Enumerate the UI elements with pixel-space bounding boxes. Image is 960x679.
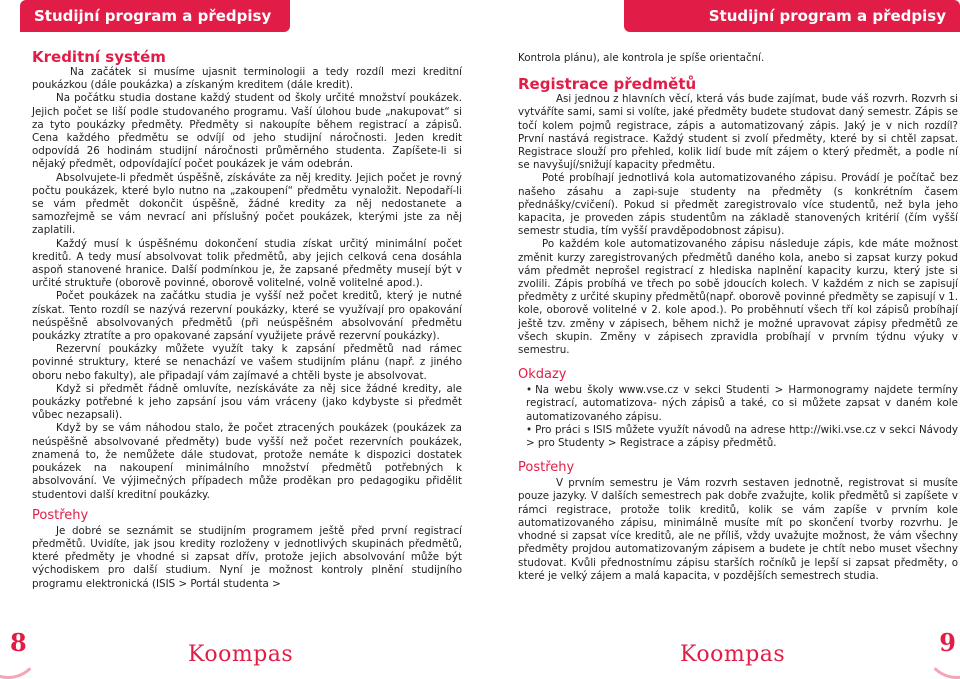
header-banner-right: Studijní program a předpisy — [624, 0, 960, 32]
paragraph: Po každém kole automatizovaného zápisu následuje zápis, kde máte možnost změnit kurzy zaregistrovaných předmětů daného kola, anebo si zapsat kurzy pokud vám předmět neprošel registrací z hlediska naplnění kapacity kurzu, který jste si zvolili. Zápis probíhá ve třech po sobě jdoucích kolech. V každém z nich se zapisují předměty z určité skupiny předmětů(např. oborově povinné předměty se zapisují v 1. kole, oborově volitelné v 2. kole apod.). Po proběhnutí všech tří kol zápisů probíhají ještě tzv. změny v zápisech, během nichž je možné upravovat zápisy předmětů ze všech skupin. Změny v zápisech zpravidla probíhají v prvním týdnu výuky v semestru. — [518, 238, 958, 357]
link-list — [518, 384, 958, 450]
paragraph: Asi jednou z hlavních věcí, která vás bude zajímat, bude váš rozvrh. Rozvrh si vytváříte sami, sami si volíte, jaké předměty budete studovat daný semestr. Zápis se točí kolem pojmů registrace, zápis a automatizovaný zápis. Jaký je v nich rozdíl? První nastává registrace. Každý student si zvolí předměty, které by si chtěl zapsat. Registrace slouží pro přehled, kolik lidí bude mít zájem o který předmět, a podle ní se navyšují/snižují kapacity předmětu. — [518, 93, 958, 172]
paragraph: Je dobré se seznámit se studijním programem ještě před první registrací předmětů. Uvidíte, jak jsou kredity rozloženy v jednotlivých skupinách předmětů, které předměty je vhodné si zapsat dřív, protože jejich absolvování může být východiskem pro další studium. Nyní je možnost kontroly plnění studijního programu elektronická (ISIS > Portál studenta > — [32, 524, 462, 590]
header-banner-left: Studijní program a předpisy — [20, 0, 290, 32]
page-number: 9 — [939, 628, 956, 657]
koompas-logo: Koompas — [680, 642, 786, 667]
section-title-registrace: Registrace předmětů — [518, 75, 697, 94]
right-content — [518, 52, 958, 583]
paragraph: Kontrola plánu), ale kontrola je spíše orientační. — [518, 52, 765, 64]
list-item: • Na webu školy www.vse.cz v sekci Studenti > Harmonogramy najdete termíny registrací, automatizova- ných zápisů a také, co si můžete zapsat v daném kole automatizovaného zápisu. — [526, 384, 958, 424]
paragraph: Poté probíhají jednotlivá kola automatizovaného zápisu. Provádí je počítač bez našeho zásahu a zapi-suje studenty na předměty (s konkrétním časem přednášky/cvičení). Pokud si předmět zaregistrovalo více studentů, než byla jeho kapacita, je proveden zápis studentům na základě stanovených kritérií (čím vyšší semestr studia, tím vyšší pravděpodobnost zápisu). — [518, 172, 958, 238]
paragraph: Rezervní poukázky můžete využít taky k zapsání předmětů nad rámec povinné struktury, které se nenachází ve vašem studijním plánu (např. z jiného oboru nebo fakulty), ale připadají vám zajímavé a chtěli byste je absolvovat. — [32, 343, 462, 382]
paragraph: Na počátku studia dostane každý student od školy určité množství poukázek. Jejich počet se liší podle studovaného programu. Vaší úlohou bude „nakupovat“ si za tyto poukázky předměty. Předměty si nakoupíte během registrací a zápisů. Cena každého předmětu se odvíjí od jeho studijní náročnosti. Jeden kredit odpovídá 26 hodinám studijní náročnosti průměrného studenta. Zapíšete-li si nějaký předmět, odpovídající počet poukázek je vám odebrán. — [32, 92, 462, 171]
paragraph: Když si předmět řádně omluvíte, nezískáváte za něj sice žádné kredity, ale poukázky potřebné k jeho zapsání jsou vám vráceny (jako kdybyste si předmět vůbec nezapsali). — [32, 382, 462, 422]
list-item: • Pro práci s ISIS můžete využít návodů na adrese http://wiki.vse.cz v sekci Návody > pro Studenty > Registrace a zápisy předmětů. — [526, 424, 958, 450]
koompas-logo: Koompas — [188, 642, 294, 667]
left-page — [10, 0, 480, 679]
paragraph: Na začátek si musíme ujasnit terminologii a tedy rozdíl mezi kreditní poukázkou (dále poukázka) a získaným kreditem (dále kredit). — [32, 66, 462, 92]
section-title-odkazy: Okdazy — [518, 367, 567, 383]
paragraph: V prvním semestru je Vám rozvrh sestaven jednotně, registrovat si musíte pouze jazyky. V dalších semestrech pak dobře zvažujte, kolik předmětů si zapíšete v rámci registrace, protože tolik kreditů, kolik se vám zapíše v prvním kole automatizovaného zápisu, minimálně musíte mít po skončení tvorby rozvrhu. Je vhodné si zapsat více kreditů, ale ne příliš, vždy uvažujte možnost, že vám všechny předměty projdou automatizovaným zápisem a budete je chtít nebo muset všechny studovat. Kvůli přednostnímu zápisu starších ročníků je lepší si zapsat předměty, o které je velký zájem a malá kapacita, v pozdějších semestrech studia. — [518, 477, 958, 582]
paragraph: Absolvujete-li předmět úspěšně, získáváte za něj kredity. Jejich počet je rovný počtu poukázek, které bylo nutno na „zakoupení“ předmětu vynaložit. Nepodaří-li se vám předmět dokončit úspěšně, žádné kredity za něj nedostanete a samozřejmě se vám nevrací ani příslušný počet poukázek, kterými jste za něj zaplatili. — [32, 171, 462, 237]
paragraph: Když by se vám náhodou stalo, že počet ztracených poukázek (poukázek za neúspěšně absolvované předměty) bude vyšší než počet rezervních poukázek, znamená to, že nemůžete dále studovat, protože nemáte k dispozici dostatek poukázek na nakoupení minimálního množství předmětů potřebných k absolvování. Ve výjimečných případech může proděkan pro pedagogiku přidělit studentovi další kreditní poukázky. — [32, 422, 462, 501]
section-title-postrehy: Postřehy — [518, 460, 575, 476]
left-content — [32, 48, 462, 591]
section-title-postrehy: Postřehy — [32, 507, 89, 523]
section-title-kreditni-system: Kreditní systém — [32, 48, 166, 66]
right-page — [500, 0, 960, 679]
paragraph: Každý musí k úspěšnému dokončení studia získat určitý minimální počet kreditů. A tedy musí absolvovat tolik předmětů, aby jejich celková cena dosáhla aspoň stanovené hranice. Další podmínkou je, že zapsané předměty musejí být v určité struktuře (oborově povinné, oborově volitelné, volně volitelné apod.). — [32, 237, 462, 290]
page-number: 8 — [10, 628, 27, 657]
paragraph: Počet poukázek na začátku studia je vyšší než počet kreditů, který je nutné získat. Tento rozdíl se nazývá rezervní poukázky, které se využívají pro opakování neúspěšně absolvovaných předmětů (při neúspěšném absolvování předmětu poukázky ztratíte a pro opakované zapsání využijete právě rezervní poukázky). — [32, 290, 462, 343]
